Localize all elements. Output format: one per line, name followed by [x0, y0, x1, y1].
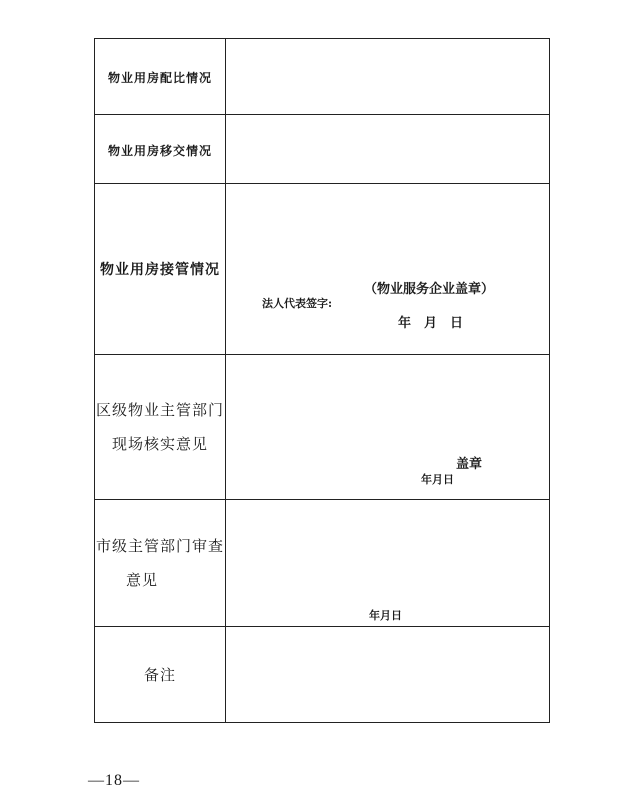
- property-handover-form-table: [94, 38, 550, 723]
- row-label-cell: [95, 39, 226, 115]
- row-label-cell: [95, 115, 226, 184]
- table-row: [95, 39, 550, 115]
- row-content-transfer[interactable]: [226, 115, 550, 184]
- row-content-district[interactable]: [226, 355, 550, 500]
- row-label-city-line1: 市级主管部门审查: [95, 537, 224, 555]
- takeover-date-note: 年 月 日: [398, 316, 464, 331]
- table-row: [95, 184, 550, 355]
- table-row: [95, 627, 550, 723]
- table-row: [95, 115, 550, 184]
- row-label-district-line2: 现场核实意见: [111, 435, 208, 453]
- row-label-cell: [95, 355, 226, 500]
- row-label-cell: [95, 184, 226, 355]
- district-stamp-note: 盖章: [456, 457, 483, 472]
- row-label-cell: [95, 627, 226, 723]
- row-label-takeover: 物业用房接管情况: [100, 262, 220, 278]
- table-row: [95, 500, 550, 627]
- row-content-ratio[interactable]: [226, 39, 550, 115]
- page-number: —18—: [88, 772, 140, 789]
- row-label-district-line1: 区级物业主管部门: [95, 401, 224, 419]
- city-date-note: 年月日: [369, 609, 402, 622]
- company-stamp-note: （物业服务企业盖章）: [364, 282, 495, 297]
- row-label-remarks: 备注: [143, 665, 176, 684]
- signature-label: 法人代表签字:: [262, 297, 333, 310]
- row-label-city-line2: 意见: [125, 571, 158, 589]
- table-row: [95, 355, 550, 500]
- row-content-remarks[interactable]: [226, 627, 550, 723]
- row-content-city[interactable]: [226, 500, 550, 627]
- row-content-takeover[interactable]: [226, 184, 550, 355]
- row-label-transfer: 物业用房移交情况: [107, 143, 212, 158]
- row-label-ratio: 物业用房配比情况: [107, 71, 212, 85]
- row-label-cell: [95, 500, 226, 627]
- district-date-note: 年月日: [421, 473, 454, 486]
